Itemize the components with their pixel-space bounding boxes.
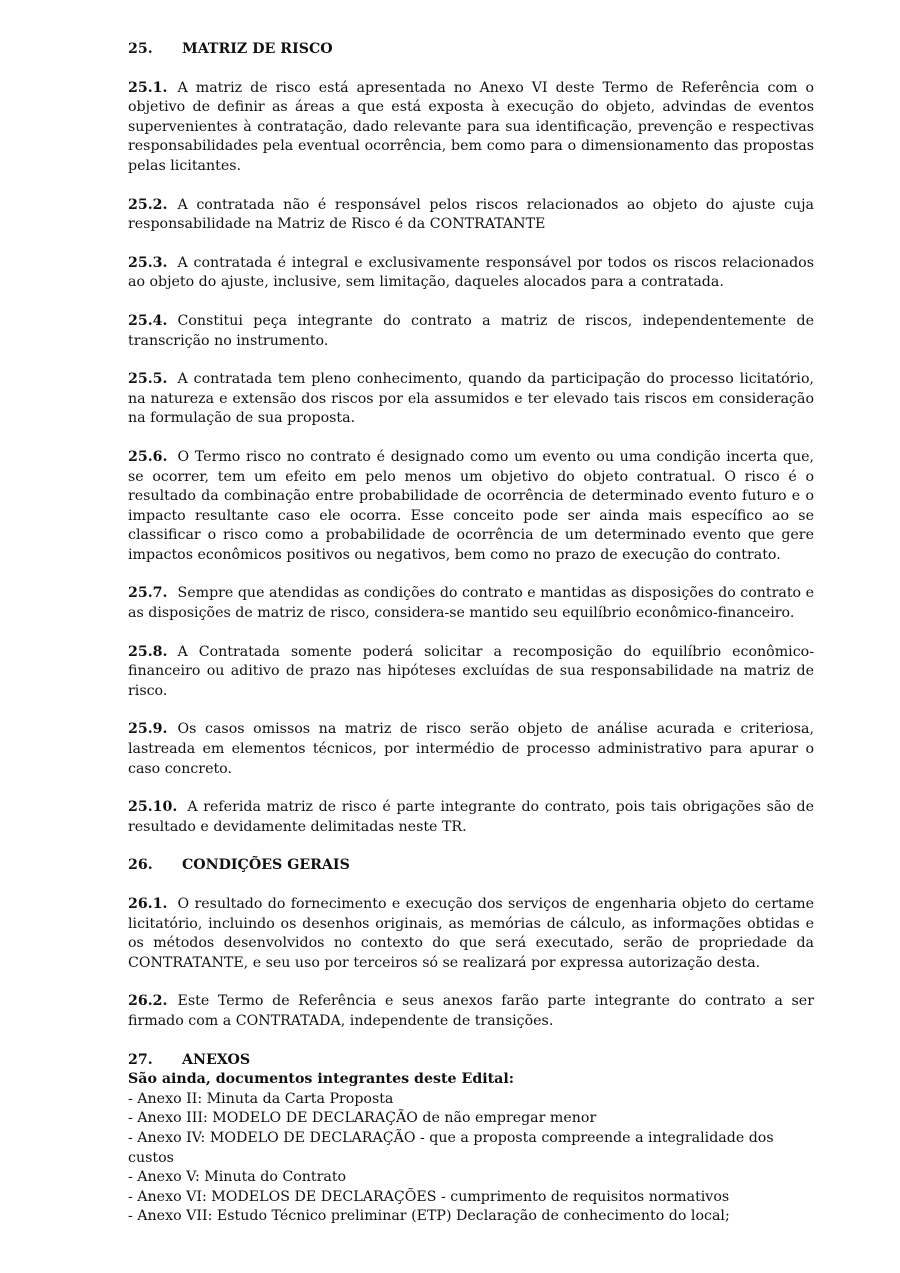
clause-text: O Termo risco no contrato é designado como um evento ou uma condição incerta que, se ocorrer, tem um efeito em pelo menos um objetivo do objeto contratual. O risco é o resultado da combinação entre probabilidade de ocorrência de determinado evento futuro e o impacto resultante caso ele ocorra. Esse conceito pode ser ainda mais específico ao se classificar o risco como a probabilidade de ocorrência de um determinado evento que gere impactos econômicos positivos ou negativos, bem como no prazo de execução do contrato. <box>128 448 814 563</box>
clause-text: A contratada não é responsável pelos riscos relacionados ao objeto do ajuste cuja responsabilidade na Matriz de Risco é da CONTRATANTE <box>128 196 814 233</box>
clause-text: Constitui peça integrante do contrato a matriz de riscos, independentemente de transcrição no instrumento. <box>128 312 814 349</box>
clause-26-2 <box>128 992 814 1031</box>
section-number: 25. <box>128 41 153 57</box>
clause-number: 25.10. <box>128 799 178 816</box>
clause-25-5 <box>128 370 814 429</box>
clause-number: 25.5. <box>128 371 168 388</box>
clause-number: 26.2. <box>128 993 168 1010</box>
document-page <box>128 40 814 1227</box>
clause-25-6 <box>128 448 814 566</box>
clause-text: Sempre que atendidas as condições do contrato e mantidas as disposições do contrato e as disposições de matriz de risco, considera-se mantido seu equilíbrio econômico-financeiro. <box>128 585 814 622</box>
clause-text: A Contratada somente poderá solicitar a recomposição do equilíbrio econômico-financeiro ou aditivo de prazo nas hipóteses excluídas de sua responsabilidade na matriz de risco. <box>128 643 814 699</box>
section-26-heading <box>128 856 814 876</box>
clause-number: 25.2. <box>128 196 168 213</box>
annex-item: - Anexo II: Minuta da Carta Proposta <box>128 1090 394 1107</box>
clause-text: A contratada é integral e exclusivamente responsável por todos os riscos relacionados ao objeto do ajuste, inclusive, sem limitação, daqueles alocados para a contratada. <box>128 254 814 291</box>
clause-text: O resultado do fornecimento e execução dos serviços de engenharia objeto do certame licitatório, incluindo os desenhos originais, as memórias de cálculo, as informações obtidas e os métodos desenvolvidos no contexto do que será executado, serão de propriedade da CONTRATANTE, e seu uso por terceiros só se realizará por expressa autorização desta. <box>128 896 814 971</box>
clause-text: A referida matriz de risco é parte integrante do contrato, pois tais obrigações são de resultado e devidamente delimitadas neste TR. <box>128 799 814 835</box>
section-number: 26. <box>128 857 153 874</box>
clause-number: 25.6. <box>128 448 168 465</box>
annex-item: - Anexo V: Minuta do Contrato <box>128 1169 347 1186</box>
clause-text: A matriz de risco está apresentada no Anexo VI deste Termo de Referência com o objetivo de definir as áreas a que está exposta à execução do objeto, advindas de eventos supervenientes à contratação, dado relevante para sua identificação, prevenção e respectivas responsabilidades pela eventual ocorrência, bem como para o dimensionamento das propostas pelas licitantes. <box>128 79 814 174</box>
clause-25-3 <box>128 254 814 293</box>
clause-text: A contratada tem pleno conhecimento, quando da participação do processo licitatório, na natureza e extensão dos riscos por ela assumidos e ter elevado tais riscos em consideração na formulação de sua proposta. <box>128 371 814 427</box>
clause-25-9 <box>128 720 814 779</box>
clause-number: 25.3. <box>128 254 168 271</box>
clause-text: Este Termo de Referência e seus anexos farão parte integrante do contrato a ser firmado com a CONTRATADA, independente de transições. <box>128 993 814 1029</box>
clause-number: 25.9. <box>128 721 168 738</box>
clause-text: Os casos omissos na matriz de risco serão objeto de análise acurada e criteriosa, lastreada em elementos técnicos, por intermédio de processo administrativo para apurar o caso concreto. <box>128 721 814 777</box>
annex-item: - Anexo VI: MODELOS DE DECLARAÇÕES - cumprimento de requisitos normativos <box>128 1188 730 1205</box>
section-number: 27. <box>128 1051 153 1068</box>
clause-25-1 <box>128 79 814 177</box>
clause-25-7 <box>128 584 814 623</box>
clause-number: 25.7. <box>128 585 168 602</box>
clause-25-2 <box>128 196 814 235</box>
section-27-heading <box>128 1051 814 1071</box>
clause-number: 25.4. <box>128 312 168 329</box>
section-title: CONDIÇÕES GERAIS <box>182 857 350 874</box>
annex-subtitle: São ainda, documentos integrantes deste Edital: <box>128 1071 515 1088</box>
clause-number: 25.8. <box>128 643 168 660</box>
clause-25-4 <box>128 312 814 351</box>
clause-25-8 <box>128 643 814 702</box>
clause-25-10 <box>128 798 814 837</box>
clause-number: 26.1. <box>128 896 168 912</box>
section-title: ANEXOS <box>182 1051 251 1068</box>
annex-item: - Anexo VII: Estudo Técnico preliminar (ETP) Declaração de conhecimento do local; <box>128 1208 730 1225</box>
section-25-heading <box>128 40 814 60</box>
annex-item: - Anexo III: MODELO DE DECLARAÇÃO de não empregar menor <box>128 1110 597 1127</box>
clause-number: 25.1. <box>128 79 168 96</box>
annex-item: - Anexo IV: MODELO DE DECLARAÇÃO - que a proposta compreende a integralidade dos custos <box>128 1129 774 1166</box>
section-title: MATRIZ DE RISCO <box>182 41 333 57</box>
clause-26-1 <box>128 895 814 973</box>
